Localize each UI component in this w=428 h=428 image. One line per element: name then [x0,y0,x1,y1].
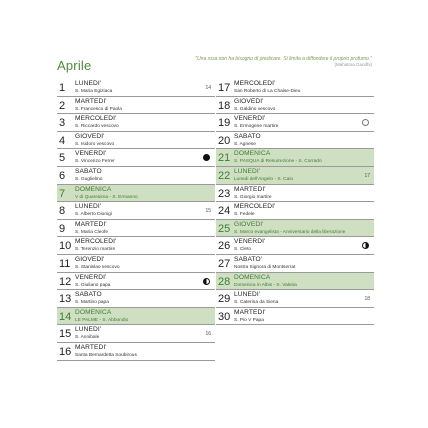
day-row [57,343,215,361]
weekday-label: DOMENICA [234,150,271,158]
saint-name: S. Riccardo vescovo [75,124,119,130]
weekday-label: MARTEDI' [234,185,266,193]
weekday-label: LUNEDI' [234,291,261,299]
weekday-label: VENERDI' [75,273,107,281]
quote-text: "Una rosa non ha bisogno di predicare. Si limita a diffondere il proprio profumo." [195,56,372,62]
weekday-label: DOMENICA [234,273,271,281]
day-number: 7 [59,187,66,200]
weekday-label: MARTEDI' [75,343,107,351]
saint-name: S. Agnese [234,141,256,147]
day-row [57,220,215,238]
day-row [216,132,374,150]
day-row [216,167,374,185]
weekday-label: MARTEDI' [75,220,107,228]
day-row [57,273,215,291]
week-number: 15 [205,208,211,215]
day-row [57,325,215,343]
weekday-label: GIOVEDI' [234,97,264,105]
day-number: 13 [59,293,72,306]
day-number: 8 [59,205,66,218]
weekday-label: VENERDI' [75,150,107,158]
saint-name: S. Marco evangelista - Anniversario della liberazione [234,229,346,235]
weekday-label: MERCOLEDI' [75,115,117,123]
week-number: 14 [205,85,211,91]
saint-name: S. Galdino vescovo [234,106,276,112]
saint-name: Lunedi dell'Angelo - S. Caio [234,176,294,182]
day-number: 22 [218,169,231,182]
day-row [216,273,374,291]
day-number: 10 [59,240,72,253]
day-number: 3 [59,117,66,130]
weekday-label: DOMENICA [75,185,112,193]
saint-name: S. Caterina da Siena [234,300,279,306]
day-row [216,202,374,220]
day-number: 2 [59,99,66,112]
saint-name: S. Maria Egiziaca [75,89,113,94]
day-row [57,132,215,150]
day-number: 19 [218,117,231,130]
saint-name: S. Ermogene martire [234,124,279,130]
day-number: 28 [218,275,231,288]
day-row [57,237,215,255]
week-number: 16 [205,331,211,338]
day-row [57,202,215,220]
weekday-label: SABATO [75,167,102,175]
day-row [57,167,215,185]
saint-name: S. Fedele [234,212,255,218]
day-number: 25 [218,222,231,235]
saint-name: S. Annibale [75,335,100,341]
saint-name: S. Stanislao vescovo [75,264,120,270]
saint-name: Nostra Signora di Montserrat [234,264,296,270]
day-row [57,185,215,203]
weekday-label: GIOVEDI' [234,220,264,228]
day-row [216,308,374,326]
day-row [216,290,374,308]
weekday-label: MERCOLEDI' [234,203,276,211]
day-number: 18 [218,99,231,112]
day-number: 24 [218,205,231,218]
saint-name: S. Maria Cleofe [75,229,109,235]
saint-name: San Roberto di La Chaise-Dieu [234,89,301,94]
weekday-label: LUNEDI' [75,203,102,211]
day-row [57,114,215,132]
last-quarter-moon-icon [362,242,369,249]
day-row [216,237,374,255]
day-row [57,79,215,97]
day-row [57,255,215,273]
saint-name: S. Pio V Papa [234,317,264,323]
weekday-label: VENERDI' [234,115,266,123]
day-number: 6 [59,169,66,182]
day-number: 12 [59,275,72,288]
saint-name: Domenica in Albis - S. Valeria [234,282,297,288]
day-number: 15 [59,328,72,341]
weekday-label: LUNEDI' [75,326,102,334]
saint-name: Santa Bernardetta Soubirous [75,352,137,358]
left-column [57,79,215,361]
day-number: 29 [218,293,231,306]
weekday-label: SABATO' [234,255,263,263]
day-row [57,308,215,326]
day-row [216,114,374,132]
day-row [57,97,215,115]
quote-author: (Mahatma Gandhi) [334,62,372,68]
day-row [57,290,215,308]
weekday-label: DOMENICA [75,308,112,316]
saint-name: S. Francesco di Paola [75,106,122,112]
day-number: 30 [218,310,231,323]
day-number: 14 [59,310,72,323]
day-row [216,97,374,115]
saint-name: S. Giuliano papa [75,282,111,288]
saint-name: S. Giorgio martire [234,194,272,200]
month-title: Aprile [57,58,92,73]
day-row [216,185,374,203]
day-number: 1 [59,82,66,94]
day-row [216,149,374,167]
saint-name: S. Cleto [234,247,252,253]
weekday-label: MERCOLEDI' [234,80,276,87]
first-quarter-moon-icon [203,278,210,285]
saint-name: S. Vincenzo Ferrer [75,159,115,165]
day-row [216,220,374,238]
day-row [216,79,374,97]
day-number: 20 [218,134,231,147]
weekday-label: LUNEDI' [75,80,102,87]
day-row [57,149,215,167]
day-number: 5 [59,152,66,165]
saint-name: S. Isidoro vescovo [75,141,115,147]
saint-name: S. Terenzio martire [75,247,116,253]
week-number: 17 [364,172,370,179]
full-moon-icon [362,119,369,126]
day-row [216,255,374,273]
saint-name: V di Quaresima - S. Ermanno [75,194,138,200]
day-number: 4 [59,134,66,147]
day-number: 21 [218,152,231,165]
day-number: 27 [218,257,231,270]
quote [192,56,372,68]
saint-name: S. Alberto Dionigi [75,212,112,218]
weekday-label: SABATO [75,291,102,299]
weekday-label: SABATO [234,132,261,140]
saint-name: S. Guglielmo [75,176,103,182]
weekday-label: LUNEDI' [234,167,261,175]
day-number: 9 [59,222,66,235]
day-number: 11 [59,257,71,270]
week-number: 18 [364,296,370,303]
day-number: 23 [218,187,231,200]
new-moon-icon [203,154,210,161]
saint-name: LE PALME - S. Abbondio [75,317,129,323]
weekday-label: VENERDI' [234,238,266,246]
day-number: 26 [218,240,231,253]
weekday-label: GIOVEDI' [75,255,105,263]
day-number: 16 [59,345,72,358]
weekday-label: MARTEDI' [234,308,266,316]
weekday-label: MARTEDI' [75,97,107,105]
weekday-label: GIOVEDI' [75,132,105,140]
day-number: 17 [218,82,231,94]
saint-name: S. Martino papa [75,300,109,306]
right-column [216,79,374,325]
weekday-label: MERCOLEDI' [75,238,117,246]
saint-name: S. PASQUA di Resurrezione - S. Corrado [234,159,322,165]
